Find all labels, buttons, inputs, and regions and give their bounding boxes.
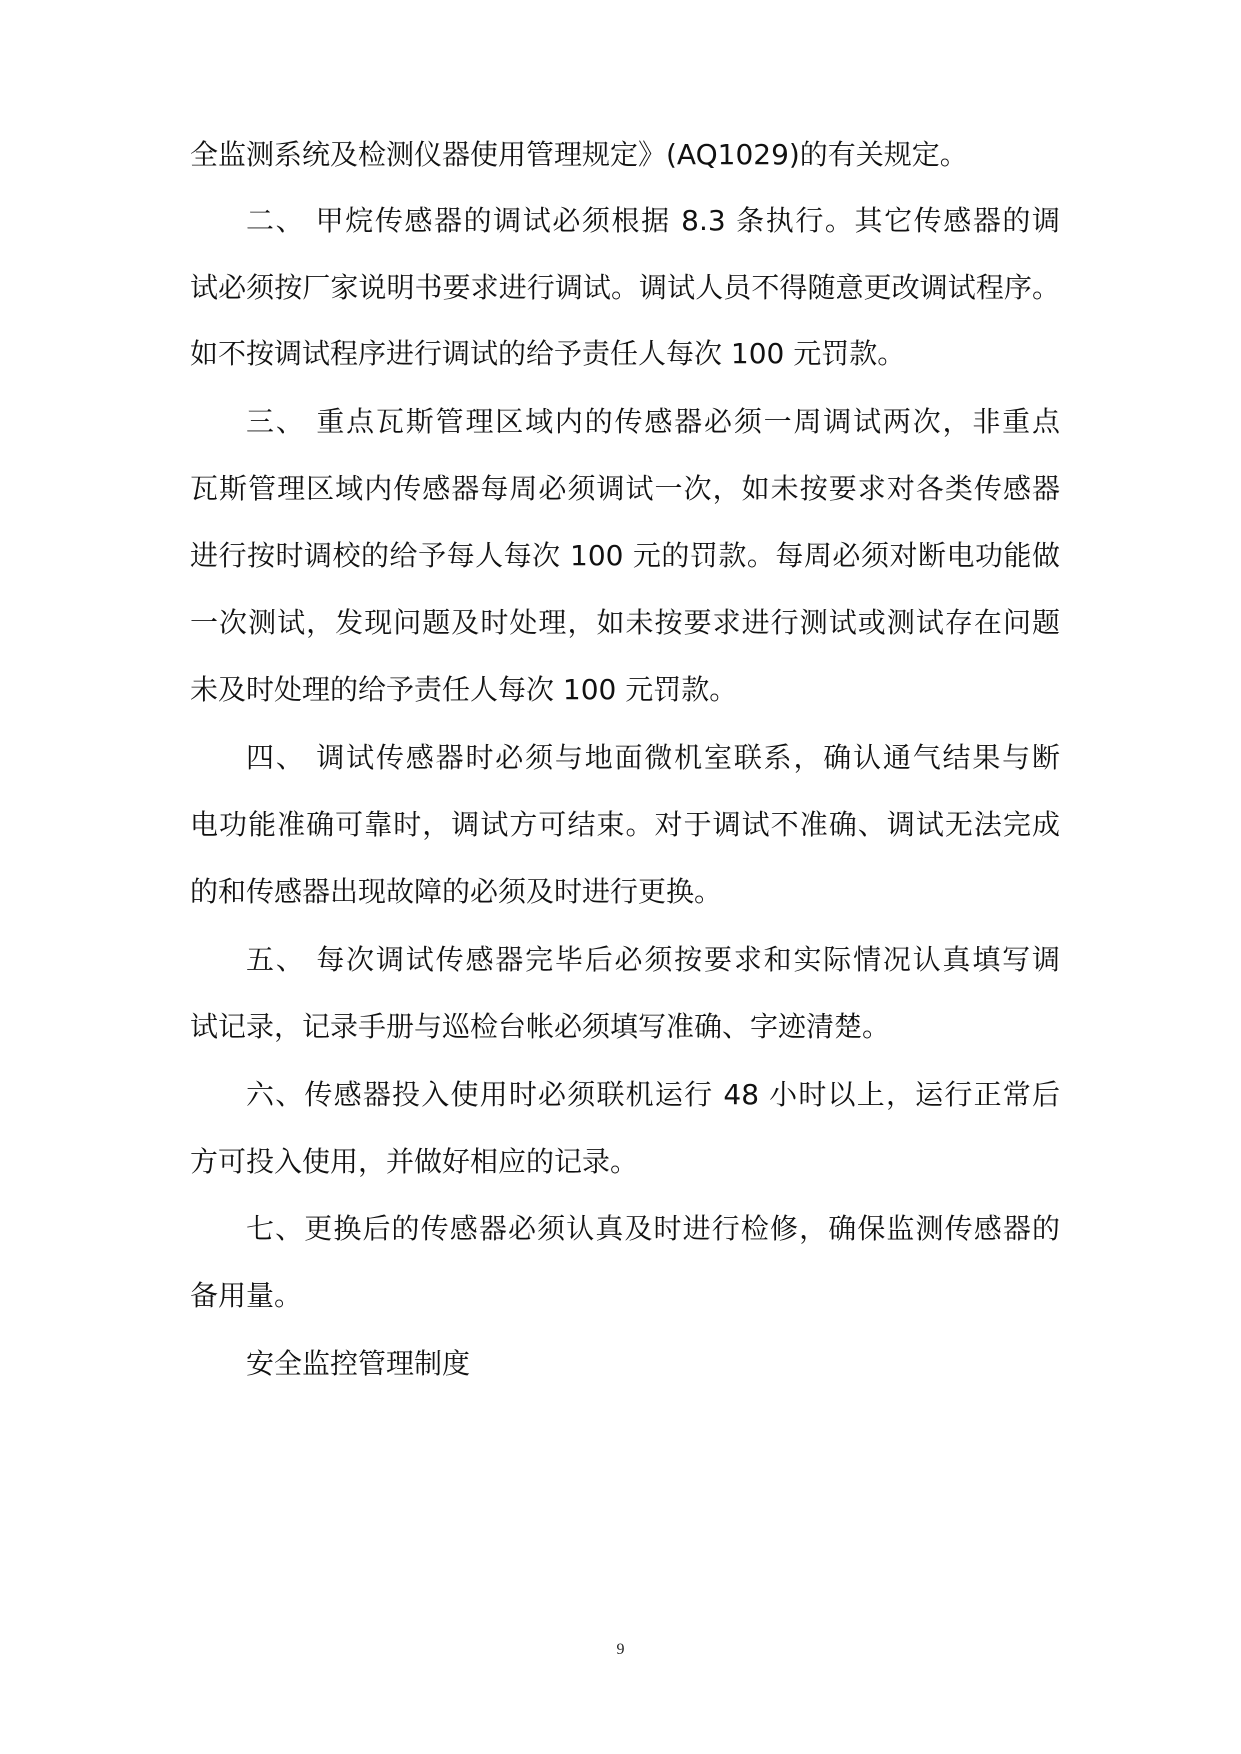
- text-line: 六、传感器投入使用时必须联机运行 48 小时以上，运行正常后: [246, 1078, 1060, 1111]
- text-line: 七、更换后的传感器必须认真及时进行检修，确保监测传感器的: [246, 1212, 1060, 1245]
- page-number: 9: [616, 1641, 625, 1658]
- text-line: 四、 调试传感器时必须与地面微机室联系，确认通气结果与断: [246, 741, 1060, 774]
- section-heading: 安全监控管理制度: [246, 1347, 471, 1380]
- text-line: 电功能准确可靠时，调试方可结束。对于调试不准确、调试无法完成: [190, 808, 1060, 841]
- text-line: 三、 重点瓦斯管理区域内的传感器必须一周调试两次，非重点: [246, 405, 1060, 438]
- text-line: 二、 甲烷传感器的调试必须根据 8.3 条执行。其它传感器的调: [246, 204, 1060, 237]
- text-line: 进行按时调校的给予每人每次 100 元的罚款。每周必须对断电功能做: [190, 539, 1060, 572]
- text-line: 如不按调试程序进行调试的给予责任人每次 100 元罚款。: [190, 337, 906, 370]
- text-line: 未及时处理的给予责任人每次 100 元罚款。: [190, 673, 738, 706]
- text-line: 备用量。: [190, 1279, 303, 1312]
- text-line: 全监测系统及检测仪器使用管理规定》(AQ1029)的有关规定。: [190, 138, 968, 171]
- text-line: 五、 每次调试传感器完毕后必须按要求和实际情况认真填写调: [246, 943, 1060, 976]
- text-line: 试必须按厂家说明书要求进行调试。调试人员不得随意更改调试程序。: [190, 271, 1060, 304]
- text-line: 瓦斯管理区域内传感器每周必须调试一次，如未按要求对各类传感器: [190, 472, 1060, 505]
- text-line: 试记录，记录手册与巡检台帐必须填写准确、字迹清楚。: [190, 1010, 891, 1043]
- text-line: 的和传感器出现故障的必须及时进行更换。: [190, 875, 723, 908]
- text-line: 一次测试，发现问题及时处理，如未按要求进行测试或测试存在问题: [190, 606, 1060, 639]
- text-line: 方可投入使用，并做好相应的记录。: [190, 1145, 639, 1178]
